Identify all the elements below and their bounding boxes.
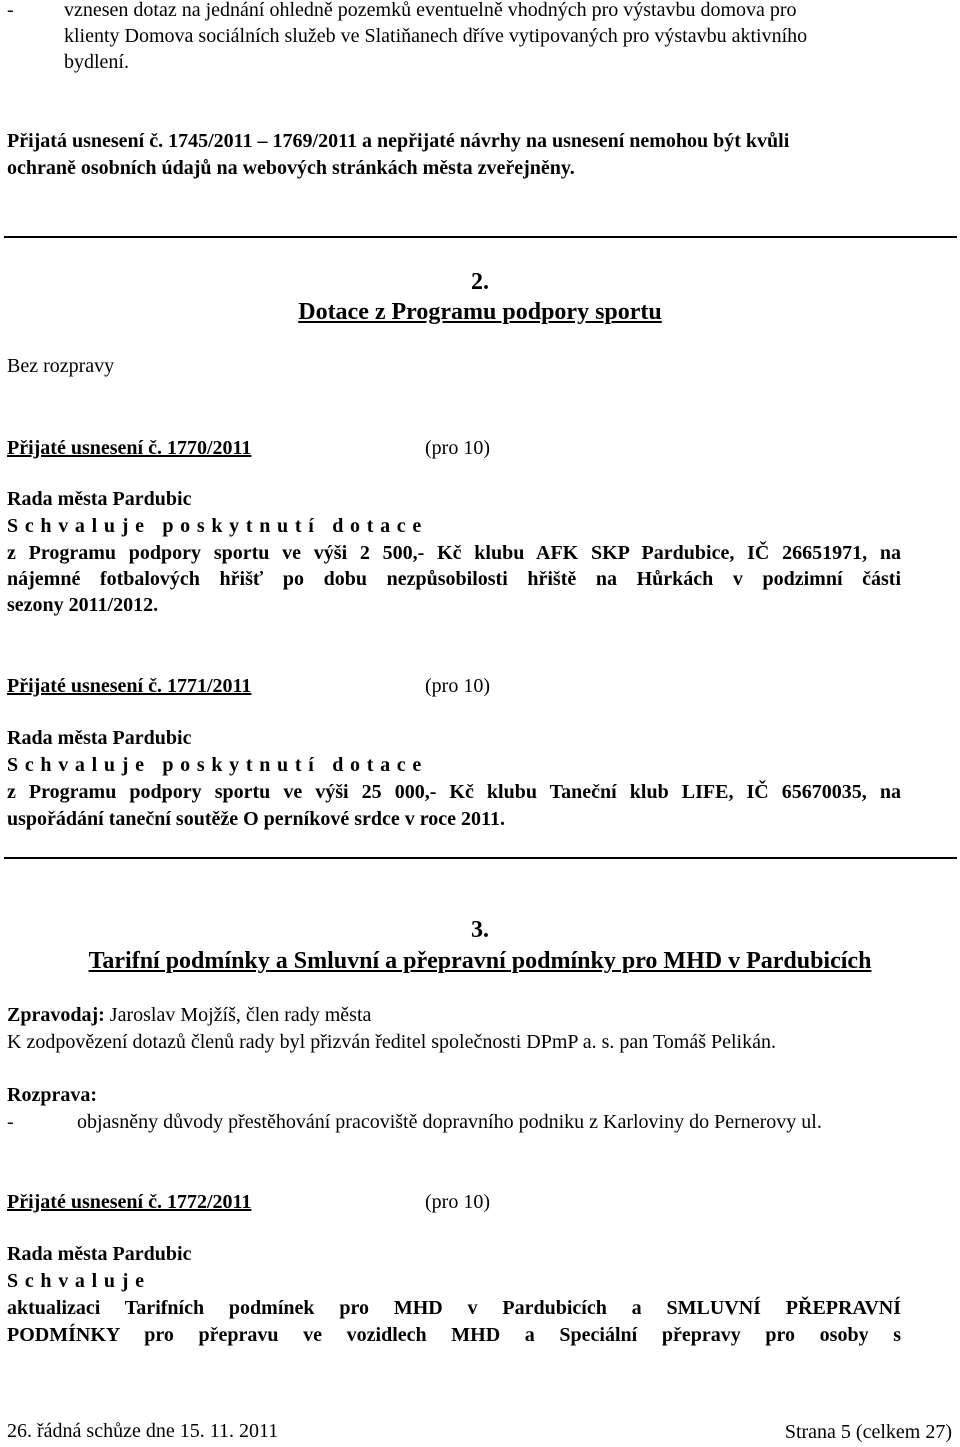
council-name: Rada města Pardubic (7, 1243, 192, 1265)
discussion-label: Rozprava: (7, 1084, 97, 1106)
council-name: Rada města Pardubic (7, 727, 192, 749)
accepted-notice-line: Přijatá usnesení č. 1745/2011 – 1769/2011 a nepřijaté návrhy na usnesení nemohou být kvůli (7, 130, 790, 152)
resolution-action: Schvaluje (7, 1270, 151, 1292)
discussion-item: objasněny důvody přestěhování pracoviště dopravního podniku z Karloviny do Pernerovy ul. (77, 1111, 822, 1133)
resolution-action: Schvaluje poskytnutí dotace (7, 515, 428, 537)
section-divider (4, 857, 957, 859)
resolution-text-line: sezony 2011/2012. (7, 594, 159, 616)
resolution-text-line: z Programu podpory sportu ve výši 2 500,- Kč klubu AFK SKP Pardubice, IČ 26651971, na (7, 542, 901, 564)
discussion-note: Bez rozpravy (7, 355, 115, 377)
discussion-bullet: - (7, 1111, 14, 1133)
intro-line: vznesen dotaz na jednání ohledně pozemků eventuelně vhodných pro výstavbu domova pro (64, 0, 797, 21)
accepted-notice-line: ochraně osobních údajů na webových stránkách města zveřejněny. (7, 157, 575, 179)
reporter-name: Jaroslav Mojžíš, člen rady města (109, 1004, 372, 1026)
resolution-text-line: z Programu podpory sportu ve výši 25 000,- Kč klubu Taneční klub LIFE, IČ 65670035, na (7, 781, 901, 803)
resolution-text-line: PODMÍNKY pro přepravu ve vozidlech MHD a Speciální přepravy pro osoby s (7, 1324, 901, 1346)
resolution-text-line: aktualizaci Tarifních podmínek pro MHD v Pardubicích a SMLUVNÍ PŘEPRAVNÍ (7, 1297, 901, 1319)
council-name: Rada města Pardubic (7, 488, 192, 510)
resolution-vote: (pro 10) (425, 1191, 490, 1213)
resolution-label: Přijaté usnesení č. 1770/2011 (7, 437, 252, 459)
resolution-text-line: nájemné fotbalových hřišť po dobu nezpůsobilosti hřiště na Hůrkách v podzimní části (7, 568, 901, 590)
section-number: 3. (471, 917, 489, 943)
reporter-row (7, 1002, 371, 1028)
footer-page-number: Strana 5 (celkem 27) (784, 1421, 952, 1443)
invited-note: K zodpovězení dotazů členů rady byl přizván ředitel společnosti DPmP a. s. pan Tomáš Pelikán. (7, 1031, 776, 1053)
intro-line: klienty Domova sociálních služeb ve Slatiňanech dříve vytipovaných pro výstavbu aktivního (64, 25, 808, 47)
footer-meeting: 26. řádná schůze dne 15. 11. 2011 (7, 1420, 279, 1442)
section-divider (4, 236, 957, 238)
intro-bullet: - (7, 0, 14, 21)
resolution-label: Přijaté usnesení č. 1772/2011 (7, 1191, 252, 1213)
resolution-vote: (pro 10) (425, 437, 490, 459)
section-number: 2. (471, 269, 489, 295)
resolution-label: Přijaté usnesení č. 1771/2011 (7, 675, 252, 697)
intro-line: bydlení. (64, 51, 129, 73)
reporter-label: Zpravodaj: (7, 1004, 105, 1026)
resolution-text-line: uspořádání taneční soutěže O perníkové srdce v roce 2011. (7, 808, 505, 830)
section-title: Tarifní podmínky a Smluvní a přepravní podmínky pro MHD v Pardubicích (88, 948, 872, 974)
resolution-vote: (pro 10) (425, 675, 490, 697)
resolution-action: Schvaluje poskytnutí dotace (7, 754, 428, 776)
section-title: Dotace z Programu podpory sportu (298, 299, 662, 325)
